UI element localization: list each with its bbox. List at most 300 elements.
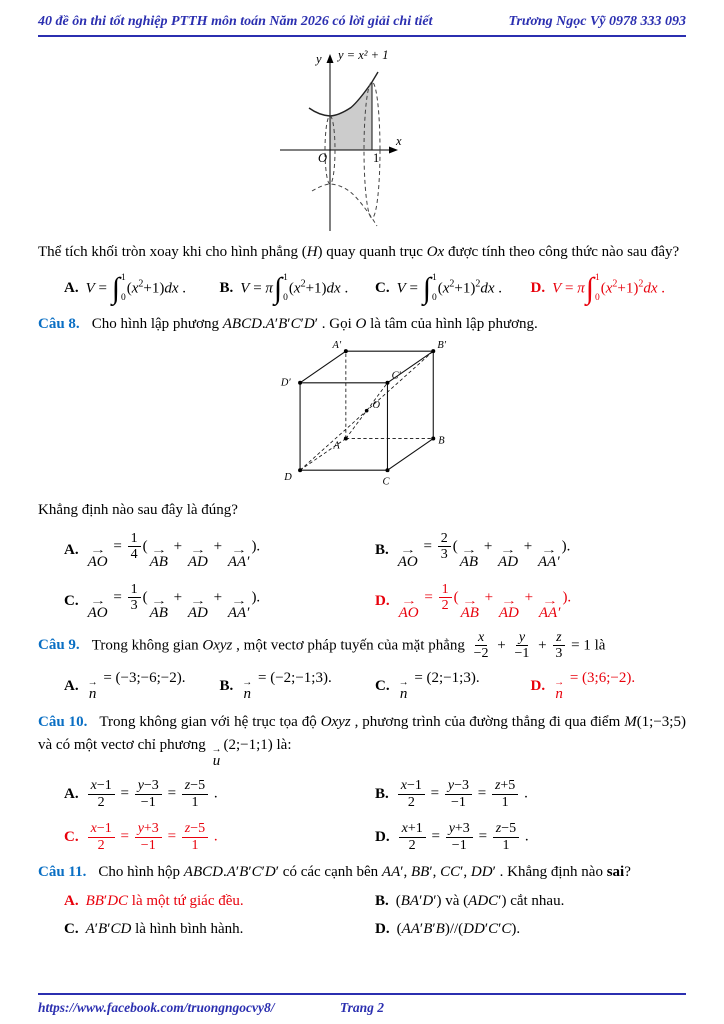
vector-letters: AD (187, 553, 208, 570)
text: ? (624, 864, 631, 880)
fraction-denominator: −1 (140, 794, 156, 810)
math-text: = (109, 537, 126, 554)
option-text (397, 921, 521, 938)
math-text: (x (437, 279, 450, 296)
fraction-numerator: 1 (128, 531, 141, 547)
question-number: Câu 9. (38, 636, 80, 653)
vector-arrow-icon: → (541, 595, 558, 607)
math-text: = (420, 588, 437, 605)
question (38, 630, 686, 704)
question-stem (38, 241, 686, 264)
math-text: Ox (426, 244, 445, 260)
fraction-denominator: 2 (441, 597, 449, 613)
vector-arrow-icon: → (189, 544, 206, 556)
footer-url[interactable]: https://www.facebook.com/truongngocvy8/ (38, 1000, 275, 1015)
option-text (86, 821, 218, 853)
options (64, 893, 686, 938)
fraction-denominator: 2 (408, 837, 416, 853)
math-text: (2;−1;1) (223, 736, 273, 753)
vector-arrow-icon: → (150, 544, 167, 556)
option-B (375, 778, 686, 810)
math-text: + (493, 636, 510, 653)
math-text: Oxyz (320, 714, 351, 731)
fraction (511, 630, 532, 662)
math-text: = (−2;−1;3). (254, 670, 332, 687)
text: Trong không gian (91, 636, 203, 653)
fraction-numerator: 1 (128, 582, 141, 598)
math-text: +1)dx . (305, 279, 349, 296)
text: là một tứ giác đều. (128, 892, 244, 909)
integral (586, 273, 600, 305)
option-C (375, 273, 531, 305)
header-title: 40 đề ôn thi tốt nghiệp PTTH môn toán Năm 2026 có lời giải chi tiết (38, 14, 433, 29)
math-text: = (163, 828, 180, 845)
origin-label: O (317, 151, 327, 165)
option-text (86, 531, 261, 571)
curve-equation-label: y = x² + 1 (337, 48, 388, 62)
vector (398, 677, 409, 703)
vector-arrow-icon: → (230, 595, 247, 607)
question-number: Câu 11. (38, 864, 87, 880)
math-text: . (520, 785, 528, 802)
math-text: +1)dx . (143, 279, 187, 296)
cube-label-c-prime: C′ (391, 370, 401, 382)
fraction (445, 778, 472, 810)
vector (498, 544, 519, 571)
vector-letters: AB (460, 604, 479, 621)
option-C (64, 821, 375, 853)
vector (459, 544, 479, 571)
page-number: Trang 2 (339, 1000, 385, 1015)
integral (112, 273, 126, 305)
math-text: M(1;−3;5) (624, 714, 686, 731)
integral-lower-bound: 0 (594, 293, 600, 303)
math-text: + (534, 636, 551, 653)
cube-label-b: B (437, 435, 445, 447)
math-text: ( (453, 588, 459, 605)
superscript: 2 (449, 277, 455, 289)
fraction-numerator: z+5 (492, 778, 518, 794)
math-text: + (169, 588, 186, 605)
math-text: (H) (301, 244, 323, 260)
fraction-denominator: 2 (97, 837, 105, 853)
fraction-numerator: y+3 (446, 821, 473, 837)
text: và (441, 892, 464, 909)
math-text: ). (562, 588, 572, 605)
vector-letters: AB (459, 553, 479, 570)
x-axis-label: x (395, 134, 402, 148)
text: có các cạnh bên (279, 864, 382, 880)
option-B (375, 531, 686, 571)
fraction (135, 778, 162, 810)
option-D (375, 821, 686, 853)
option-text (86, 273, 186, 305)
option-label: B. (219, 678, 234, 695)
vector (498, 595, 519, 622)
option-label: C. (64, 593, 79, 610)
option-label: D. (375, 593, 390, 610)
fraction (135, 821, 162, 853)
fraction-numerator: y−3 (445, 778, 472, 794)
shaded-region (330, 82, 372, 150)
math-text: = (2;−1;3). (410, 670, 480, 687)
text: được tính theo công thức nào sau đây? (444, 244, 680, 260)
integral-lower-bound: 0 (120, 293, 126, 303)
fraction-denominator: −1 (514, 646, 530, 662)
option-text (396, 778, 528, 810)
vector (187, 595, 208, 622)
vector-letters: AA′ (538, 604, 561, 621)
vector-letters: n (243, 686, 252, 703)
fraction (182, 821, 208, 853)
mirrored-curve-dashed (312, 184, 377, 226)
parabola-figure-svg (260, 45, 465, 233)
math-text: (ADC′) (463, 892, 507, 909)
fraction-numerator: x (475, 630, 487, 646)
math-text: ( (142, 588, 148, 605)
math-text: ABCD.A′B′C′D′ (222, 315, 318, 332)
math-text: = (116, 828, 133, 845)
math-text: V = (85, 279, 111, 296)
vector (87, 544, 108, 571)
math-text: ). (561, 537, 571, 554)
option-text (397, 582, 572, 622)
y-axis-label: y (315, 52, 322, 66)
fraction-numerator: 2 (438, 531, 451, 547)
math-text: = (109, 588, 126, 605)
text: cắt nhau. (506, 892, 565, 909)
option-B (375, 893, 686, 910)
page-header (38, 14, 686, 37)
option-C (375, 670, 531, 703)
header-author: Trương Ngọc Vỹ 0978 333 093 (508, 14, 686, 29)
vector (398, 595, 419, 622)
vector-arrow-icon: → (554, 677, 565, 689)
fraction-denominator: −1 (451, 837, 467, 853)
math-text: = (3;6;−2). (566, 670, 636, 687)
integral-sign: ∫ (585, 271, 594, 305)
text: Trong không gian với hệ trục tọa độ (99, 714, 321, 731)
integral-lower-bound: 0 (283, 293, 288, 303)
vector-letters: AD (498, 553, 519, 570)
vector (211, 743, 222, 770)
math-text: + (209, 537, 226, 554)
option-label: A. (64, 542, 79, 559)
math-text: (x (126, 279, 139, 296)
vector (397, 544, 418, 571)
math-text: + (520, 537, 536, 554)
math-text: + (169, 537, 186, 554)
vector-arrow-icon: → (211, 743, 222, 755)
cube-label-d-prime: D′ (280, 377, 291, 389)
math-text: + (480, 537, 497, 554)
integral-upper-bound: 1 (283, 272, 288, 283)
option-text (552, 670, 635, 703)
superscript: 2 (612, 277, 618, 289)
option-text (397, 273, 502, 305)
superscript: 2 (475, 277, 481, 289)
cube-label-b-prime: B′ (436, 339, 446, 351)
fraction (182, 778, 208, 810)
fraction (493, 821, 519, 853)
option-label: A. (64, 280, 79, 296)
vector (460, 595, 479, 622)
fraction-denominator: 1 (191, 794, 199, 810)
vector-letters: AB (149, 553, 168, 570)
text: Khẳng định nào sau đây là đúng? (38, 502, 238, 518)
integral-sign: ∫ (422, 271, 431, 305)
superscript: 2 (300, 277, 306, 289)
vector-arrow-icon: → (540, 544, 557, 556)
options (64, 273, 686, 305)
option-text (397, 670, 480, 703)
vector-letters: AD (187, 604, 208, 621)
fraction-numerator: y (516, 630, 528, 646)
vector-arrow-icon: → (400, 595, 417, 607)
vector-letters: AA′ (538, 553, 560, 570)
vector-letters: AA′ (227, 604, 250, 621)
question (38, 313, 686, 622)
y-axis-arrow-icon (326, 54, 333, 63)
math-text: AA′, BB′, CC′, DD′ (381, 864, 496, 880)
option-label: B. (219, 280, 234, 296)
integral-bounds (121, 273, 126, 305)
integral-sign: ∫ (273, 271, 283, 305)
cube-label-a-prime: A′ (332, 339, 341, 351)
option-label: A. (64, 678, 79, 695)
math-text: ( (142, 537, 148, 554)
question-number: Câu 8. (38, 315, 80, 332)
fraction-numerator: z (553, 630, 564, 646)
vector-arrow-icon: → (500, 544, 517, 556)
math-text: (x (288, 279, 301, 296)
fraction (492, 778, 518, 810)
option-label: D. (530, 678, 546, 695)
math-text: ABCD.A′B′C′D′ (183, 864, 280, 880)
fraction (399, 821, 426, 853)
fraction-numerator: y+3 (135, 821, 162, 837)
math-text: ). (251, 537, 261, 554)
option-B (220, 273, 376, 305)
vector-arrow-icon: → (500, 595, 517, 607)
fraction (128, 531, 141, 563)
math-text: +1) (617, 279, 639, 296)
figure-parabola (38, 45, 686, 233)
question (38, 861, 686, 938)
fraction-numerator: y−3 (135, 778, 162, 794)
fraction (446, 821, 473, 853)
option-label: A. (64, 892, 79, 909)
fraction-numerator: x−1 (398, 778, 425, 794)
vector (149, 595, 168, 622)
vector-letters: AB (149, 604, 168, 621)
question-stem (38, 711, 686, 769)
math-text: = 1 (567, 636, 591, 653)
option-D (531, 670, 687, 703)
fraction-numerator: z−5 (182, 778, 208, 794)
vector-letters: AO (398, 604, 419, 621)
math-text: A′B′CD (85, 920, 132, 937)
math-text: . (521, 828, 529, 845)
text: là hình bình hành. (131, 920, 244, 937)
vector (538, 544, 560, 571)
text: Thể tích khối tròn xoay khi cho hình phẳng (38, 244, 302, 260)
vector-letters: AO (87, 604, 108, 621)
fraction-denominator: 4 (130, 546, 138, 562)
text: . Gọi (318, 315, 356, 332)
option-text (240, 273, 348, 305)
option-text (86, 582, 261, 622)
vector-arrow-icon: → (460, 544, 477, 556)
fraction-numerator: x−1 (88, 778, 115, 794)
tick-1-label: 1 (372, 151, 379, 165)
fraction (398, 778, 425, 810)
option-label: C. (64, 828, 79, 845)
vector (538, 595, 561, 622)
cube-label-o: O (371, 399, 380, 411)
question-number: Câu 10. (38, 714, 88, 731)
question (38, 711, 686, 853)
text: Cho hình hộp (98, 864, 184, 880)
math-text: dx . (643, 279, 666, 296)
question-stem (38, 313, 686, 336)
cube-label-c: C (381, 476, 389, 488)
fraction-denominator: 3 (555, 646, 563, 662)
cube-label-a: A (332, 440, 340, 452)
fraction-denominator: 1 (501, 794, 509, 810)
vector-letters: AD (498, 604, 519, 621)
math-text: O (355, 315, 367, 332)
fraction (471, 630, 492, 662)
question-stem (38, 861, 686, 884)
vector-arrow-icon: → (89, 544, 106, 556)
options (64, 670, 686, 703)
option-A (64, 273, 220, 305)
option-text (86, 893, 244, 910)
fraction-denominator: 3 (130, 597, 138, 613)
math-text: dx . (480, 279, 503, 296)
fraction-denominator: 2 (97, 794, 105, 810)
vector-letters: n (399, 686, 408, 703)
superscript: 2 (138, 277, 144, 289)
fraction-denominator: −1 (450, 794, 466, 810)
vector (149, 544, 168, 571)
math-text: = (474, 828, 491, 845)
math-text: = (163, 785, 180, 802)
math-text: = (−3;−6;−2). (99, 670, 186, 687)
text-bold: sai (606, 864, 625, 880)
option-text (396, 531, 571, 571)
text: và có một vectơ chỉ phương (38, 736, 210, 753)
math-text: = (116, 785, 133, 802)
math-text: . (210, 828, 218, 845)
page-footer (38, 993, 686, 1016)
text: là (590, 636, 606, 653)
integral-bounds (595, 273, 600, 305)
math-text: ). (251, 588, 261, 605)
option-text (240, 670, 331, 703)
option-label: D. (375, 828, 390, 845)
option-D (531, 273, 687, 305)
fraction (88, 778, 115, 810)
vector-arrow-icon: → (150, 595, 167, 607)
document-body (38, 37, 686, 940)
math-text: BB′DC (85, 892, 129, 909)
vector-letters: n (88, 686, 97, 703)
options (64, 778, 686, 853)
integral-upper-bound: 1 (431, 272, 437, 283)
question-stem (38, 630, 686, 662)
integral-upper-bound: 1 (594, 272, 600, 283)
fraction (439, 582, 452, 614)
math-text: = (426, 785, 443, 802)
superscript: 2 (638, 277, 644, 289)
integral-bounds (283, 273, 288, 305)
fraction-denominator: −2 (473, 646, 489, 662)
fraction-denominator: 1 (502, 837, 510, 853)
text: Cho hình lập phương (91, 315, 223, 332)
math-text: (AA′B′B)//(DD′C′C). (396, 920, 521, 937)
option-B (220, 670, 376, 703)
math-text: . (210, 785, 218, 802)
figure-cube (38, 337, 686, 491)
vector-arrow-icon: → (189, 595, 206, 607)
vector-arrow-icon: → (89, 595, 106, 607)
integral-bounds (432, 273, 437, 305)
integral-lower-bound: 0 (431, 293, 437, 303)
integral (423, 273, 437, 305)
fraction-denominator: −1 (140, 837, 156, 853)
text: , một vectơ pháp tuyến của mặt phẳng (232, 636, 469, 653)
vector-letters: u (212, 752, 221, 769)
math-text: V = (396, 279, 422, 296)
fraction (128, 582, 141, 614)
option-A (64, 893, 375, 910)
option-A (64, 531, 375, 571)
math-text: +1) (454, 279, 476, 296)
vector (87, 595, 108, 622)
math-text: V = π (552, 279, 585, 296)
vector-letters: AO (87, 553, 108, 570)
fraction-denominator: 1 (191, 837, 199, 853)
option-label: C. (375, 280, 390, 296)
fraction-denominator: 3 (440, 546, 448, 562)
option-A (64, 670, 220, 703)
option-text (86, 778, 218, 810)
integral-sign: ∫ (111, 271, 120, 305)
fraction-numerator: x−1 (88, 821, 115, 837)
option-label: D. (530, 280, 546, 296)
fraction-numerator: z−5 (493, 821, 519, 837)
integral-upper-bound: 1 (120, 272, 126, 283)
option-A (64, 778, 375, 810)
vector (227, 595, 250, 622)
fraction (438, 531, 451, 563)
option-label: A. (64, 785, 79, 802)
text: , phương trình của đường thẳng đi qua điểm (350, 714, 625, 731)
question (38, 45, 686, 305)
option-label: C. (64, 920, 79, 937)
text: quay quanh trục (322, 244, 427, 260)
fraction-denominator: 2 (407, 794, 415, 810)
text: . Khẳng định nào (495, 864, 607, 880)
question-stem (38, 499, 686, 522)
math-text: + (480, 588, 497, 605)
option-label: B. (375, 892, 389, 909)
option-text (552, 273, 665, 305)
math-text: Oxyz (202, 636, 233, 653)
integral (274, 273, 288, 305)
